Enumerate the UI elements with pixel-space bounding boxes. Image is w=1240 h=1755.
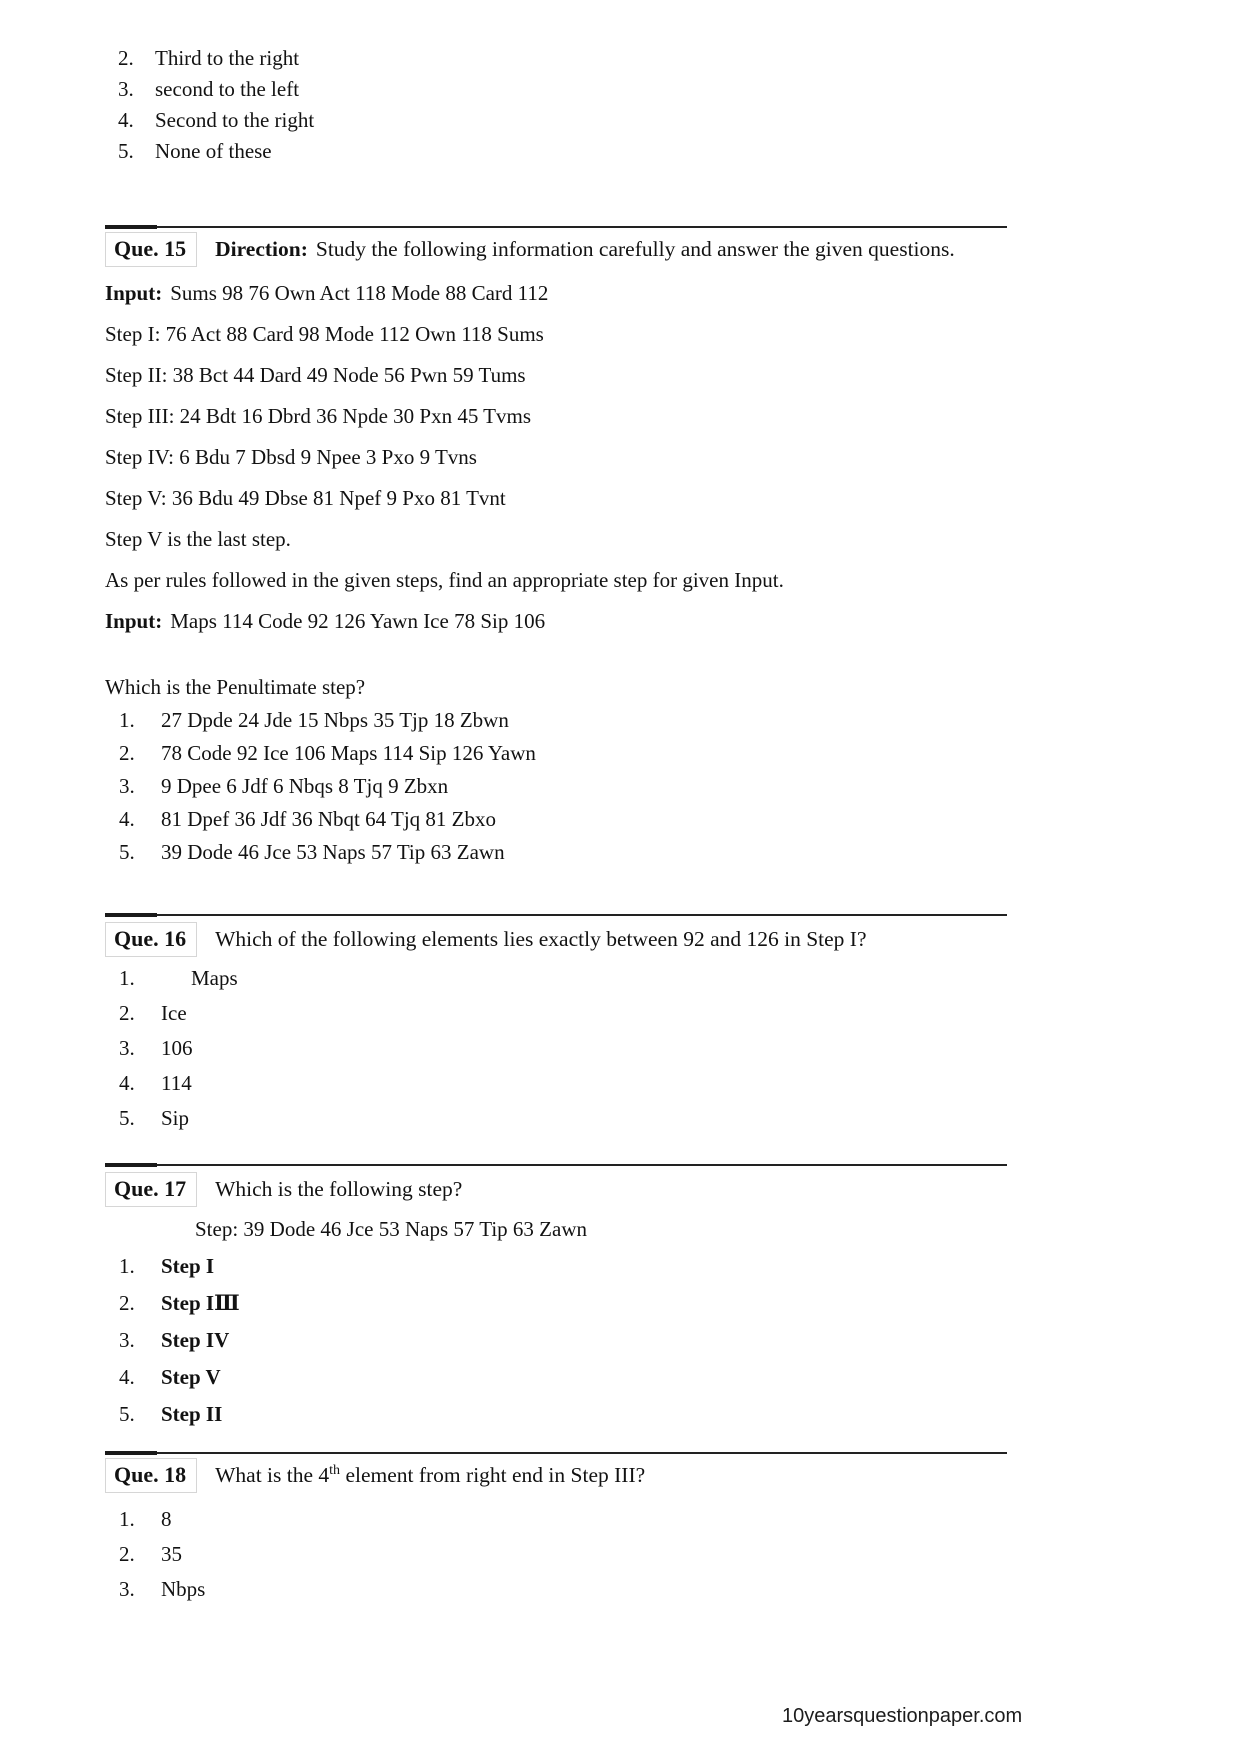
option-text: second to the left <box>155 77 300 101</box>
option-number: 1. <box>119 966 135 990</box>
option-text: Step IⅢ <box>161 1291 240 1315</box>
option-number: 1. <box>119 1254 135 1278</box>
question-18-header <box>105 1458 1025 1493</box>
option-row <box>118 77 314 108</box>
option-number: 4. <box>119 1365 135 1389</box>
input-text: Maps 114 Code 92 126 Yawn Ice 78 Sip 106 <box>170 609 546 633</box>
option-number: 3. <box>119 1036 135 1060</box>
question-title: Which of the following elements lies exactly between 92 and 126 in Step I? <box>215 927 867 951</box>
option-number: 2. <box>119 741 135 765</box>
question-number-badge: Que. 15 <box>105 232 197 267</box>
option-row <box>105 966 1025 990</box>
option-number: 3. <box>118 77 134 101</box>
direction-label: Direction: <box>215 237 308 261</box>
option-text: 39 Dode 46 Jce 53 Naps 57 Tip 63 Zawn <box>161 840 505 864</box>
option-text: Step V <box>161 1365 221 1389</box>
option-row <box>105 1106 1025 1130</box>
option-row <box>105 708 1025 732</box>
option-text: Second to the right <box>155 108 315 132</box>
option-row <box>105 1254 1025 1278</box>
option-row <box>105 774 1025 798</box>
question-18-options <box>105 1507 1025 1601</box>
instruction-line: As per rules followed in the given steps, find an appropriate step for given Input. <box>105 568 784 592</box>
option-number: 1. <box>119 708 135 732</box>
option-row <box>105 840 1025 864</box>
option-row <box>118 46 314 77</box>
option-number: 3. <box>119 774 135 798</box>
option-number: 2. <box>118 46 134 70</box>
question-number-badge: Que. 18 <box>105 1458 197 1493</box>
option-number: 5. <box>118 139 134 163</box>
option-row <box>105 1507 1025 1531</box>
option-number: 1. <box>119 1507 135 1531</box>
option-text: Sip <box>161 1106 190 1130</box>
question-number-badge: Que. 17 <box>105 1172 197 1207</box>
option-number: 4. <box>119 807 135 831</box>
option-number: 2. <box>119 1542 135 1566</box>
option-row <box>105 1291 1025 1315</box>
option-text: Step II <box>161 1402 223 1426</box>
sub-question: Which is the Penultimate step? <box>105 675 366 699</box>
input-line <box>105 609 1025 633</box>
input-label: Input: <box>105 609 163 633</box>
option-text: 114 <box>161 1071 192 1095</box>
option-text: Maps <box>191 966 238 990</box>
question-17-header <box>105 1172 1025 1207</box>
option-text: Step I <box>161 1254 215 1278</box>
question-16 <box>105 922 1025 1130</box>
option-row <box>105 1542 1025 1566</box>
question-15 <box>105 232 1025 864</box>
input-label: Input: <box>105 281 163 305</box>
option-row <box>105 741 1025 765</box>
question-title: Which is the following step? <box>215 1177 463 1201</box>
option-number: 4. <box>119 1071 135 1095</box>
step-line: Step I: 76 Act 88 Card 98 Mode 112 Own 118 Sums <box>105 322 544 346</box>
option-row <box>105 1402 1025 1426</box>
option-text: 78 Code 92 Ice 106 Maps 114 Sip 126 Yawn <box>161 741 536 765</box>
option-number: 2. <box>119 1001 135 1025</box>
option-text: None of these <box>155 139 272 163</box>
option-text: Step IV <box>161 1328 230 1352</box>
step-line: Step V: 36 Bdu 49 Dbse 81 Npef 9 Pxo 81 Tvnt <box>105 486 506 510</box>
watermark-site-url: 10yearsquestionpaper.com <box>782 1705 1023 1727</box>
question-15-options <box>105 708 1025 864</box>
option-number: 2. <box>119 1291 135 1315</box>
option-text: 8 <box>161 1507 172 1531</box>
last-step-note: Step V is the last step. <box>105 527 291 551</box>
option-row <box>105 1577 1025 1601</box>
option-row <box>105 1365 1025 1389</box>
question-text-prefix: What is the 4 <box>215 1463 330 1487</box>
option-number: 3. <box>119 1328 135 1352</box>
question-16-header <box>105 922 1025 957</box>
option-row <box>105 1328 1025 1352</box>
option-text: 106 <box>161 1036 193 1060</box>
option-row <box>105 1071 1025 1095</box>
option-text: Third to the right <box>155 46 300 70</box>
step-line: Step III: 24 Bdt 16 Dbrd 36 Npde 30 Pxn 45 Tvms <box>105 404 532 428</box>
input-line <box>105 281 1025 305</box>
option-text: 81 Dpef 36 Jdf 36 Nbqt 64 Tjq 81 Zbxo <box>161 807 497 831</box>
option-number: 5. <box>119 1402 135 1426</box>
previous-question-options <box>118 46 314 170</box>
option-number: 4. <box>118 108 134 132</box>
question-17-options <box>105 1254 1025 1426</box>
option-number: 5. <box>119 1106 135 1130</box>
question-number-badge: Que. 16 <box>105 922 197 957</box>
option-text: 27 Dpde 24 Jde 15 Nbps 35 Tjp 18 Zbwn <box>161 708 509 732</box>
question-title <box>215 232 955 262</box>
given-step-line: Step: 39 Dode 46 Jce 53 Naps 57 Tip 63 Zawn <box>195 1217 587 1241</box>
question-title <box>215 1458 645 1488</box>
question-16-options <box>105 966 1025 1130</box>
option-text: 9 Dpee 6 Jdf 6 Nbqs 8 Tjq 9 Zbxn <box>161 774 449 798</box>
divider <box>105 226 1007 228</box>
option-row <box>105 807 1025 831</box>
option-row <box>118 139 314 170</box>
input-text: Sums 98 76 Own Act 118 Mode 88 Card 112 <box>170 281 549 305</box>
question-18 <box>105 1458 1025 1601</box>
divider <box>105 1452 1007 1454</box>
option-row <box>105 1036 1025 1060</box>
divider <box>105 1164 1007 1166</box>
question-17 <box>105 1172 1025 1426</box>
option-text: Nbps <box>161 1577 206 1601</box>
option-number: 3. <box>119 1577 135 1601</box>
question-15-header <box>105 232 1025 267</box>
option-row <box>105 1001 1025 1025</box>
step-line: Step IV: 6 Bdu 7 Dbsd 9 Npee 3 Pxo 9 Tvns <box>105 445 477 469</box>
direction-text: Study the following information carefully and answer the given questions. <box>315 237 955 261</box>
option-row <box>118 108 314 139</box>
ordinal-superscript: th <box>329 1462 341 1478</box>
option-text: Ice <box>161 1001 187 1025</box>
question-text-suffix: element from right end in Step III? <box>340 1463 646 1487</box>
option-number: 5. <box>119 840 135 864</box>
divider <box>105 914 1007 916</box>
option-text: 35 <box>161 1542 182 1566</box>
step-line: Step II: 38 Bct 44 Dard 49 Node 56 Pwn 59 Tums <box>105 363 526 387</box>
